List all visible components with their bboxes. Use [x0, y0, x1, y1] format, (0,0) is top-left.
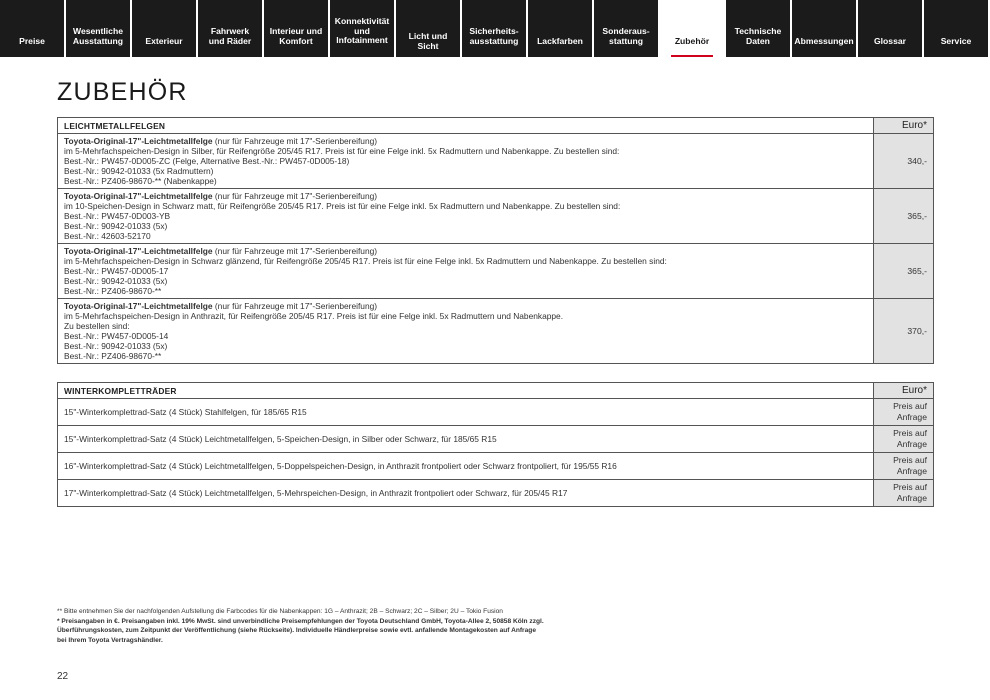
section-title: LEICHTMETALLFELGEN [58, 118, 874, 134]
item-price [874, 426, 934, 453]
item-name: Toyota-Original-17"-Leichtmetallfelge [64, 136, 213, 146]
tab-label: Zubehör [674, 35, 710, 46]
item-description [58, 244, 874, 299]
leichtmetallfelgen-table [57, 117, 934, 364]
footnote-nabenkappen: ** Bitte entnehmen Sie der nachfolgenden Aufstellung die Farbcodes für die Nabenkappen: 1G – Anthrazit; 2B – Schwarz; 2C – Silber; 2U – Tokio Fusion [57, 608, 503, 615]
item-line: Best.-Nr.: 90942-01033 (5x) [64, 341, 168, 351]
tab-preise[interactable] [0, 0, 64, 57]
tab-label: Licht und Sicht [408, 31, 448, 51]
table-row [58, 244, 934, 299]
currency-header: Euro* [874, 118, 934, 134]
tab-fahrwerk-und-raeder[interactable] [198, 0, 262, 57]
item-line: Best.-Nr.: PW457-0D005-ZC (Felge, Alternative Best.-Nr.: PW457-0D005-18) [64, 156, 350, 166]
item-description: 15"-Winterkomplettrad-Satz (4 Stück) Stahlfelgen, für 185/65 R15 [58, 399, 874, 426]
item-line: Best.-Nr.: PW457-0D005-14 [64, 331, 169, 341]
tab-label: Wesentliche Ausstattung [72, 26, 124, 46]
price-line: Preis auf [893, 401, 927, 411]
tab-sonderausstattung[interactable] [594, 0, 658, 57]
price-line: Preis auf [893, 455, 927, 465]
price-line: Preis auf [893, 482, 927, 492]
tab-label: Preise [19, 35, 45, 46]
table-header-row [58, 118, 934, 134]
tab-label: Lackfarben [537, 35, 583, 46]
item-qualifier: (nur für Fahrzeuge mit 17"-Serienbereifung) [212, 246, 378, 256]
tab-label: Glossar [873, 35, 906, 46]
tab-lackfarben[interactable] [528, 0, 592, 57]
footnote-preisangaben: * Preisangaben in €. Preisangaben inkl. 19% MwSt. sind unverbindliche Preisempfehlungen der Toyota Deutschland GmbH, Toyota-Allee 2, 50858 Köln zzgl. [57, 617, 544, 625]
tab-glossar[interactable] [858, 0, 922, 57]
item-price [874, 480, 934, 507]
item-description [58, 189, 874, 244]
tab-exterieur[interactable] [132, 0, 196, 57]
tab-sicherheitsausstattung[interactable] [462, 0, 526, 57]
item-price [874, 399, 934, 426]
tab-technische-daten[interactable] [726, 0, 790, 57]
tab-abmessungen[interactable] [792, 0, 856, 57]
tab-konnektivitaet-und-infotainment[interactable] [330, 0, 394, 57]
item-line: Zu bestellen sind: [64, 321, 130, 331]
table-row [58, 480, 934, 507]
page-number: 22 [57, 671, 69, 682]
tab-label: Sonderaus- stattung [602, 26, 650, 46]
item-qualifier: (nur für Fahrzeuge mit 17"-Serienbereifung) [212, 136, 378, 146]
tab-label: Abmessungen [794, 35, 854, 46]
tab-label: Konnektivität und Infotainment [334, 16, 390, 46]
item-description [58, 299, 874, 364]
item-line: Best.-Nr.: PW457-0D005-17 [64, 266, 169, 276]
footnote-preisangaben-end: bei Ihrem Toyota Vertragshändler. [57, 636, 163, 644]
footnotes [57, 607, 544, 645]
currency-header: Euro* [874, 383, 934, 399]
item-line: Best.-Nr.: PZ406-98670-** [64, 286, 162, 296]
item-qualifier: (nur für Fahrzeuge mit 17"-Serienbereifung) [212, 301, 378, 311]
item-description: 15"-Winterkomplettrad-Satz (4 Stück) Leichtmetallfelgen, 5-Speichen-Design, in Silber oder Schwarz, für 185/65 R15 [58, 426, 874, 453]
item-description: 16"-Winterkomplettrad-Satz (4 Stück) Leichtmetallfelgen, 5-Doppelspeichen-Design, in Anthrazit frontpoliert oder Schwarz frontpoliert, für 195/55 R16 [58, 453, 874, 480]
tab-zubehoer[interactable] [660, 0, 724, 57]
table-row [58, 399, 934, 426]
table-header-row [58, 383, 934, 399]
page-title: ZUBEHÖR [57, 78, 188, 106]
price-line: Anfrage [896, 493, 927, 503]
top-navigation [0, 0, 990, 57]
table-row [58, 189, 934, 244]
price-line: Anfrage [896, 439, 927, 449]
winterkomplettraeder-table [57, 382, 934, 507]
item-description: 17"-Winterkomplettrad-Satz (4 Stück) Leichtmetallfelgen, 5-Mehrspeichen-Design, in Anthrazit frontpoliert oder Schwarz, für 205/45 R17 [58, 480, 874, 507]
tab-label: Service [940, 35, 972, 46]
item-price [874, 453, 934, 480]
tab-label: Fahrwerk und Räder [208, 26, 252, 46]
item-line: Best.-Nr.: 42603-52170 [64, 231, 151, 241]
item-name: Toyota-Original-17"-Leichtmetallfelge [64, 191, 213, 201]
tab-label: Sicherheits- ausstattung [469, 26, 519, 46]
item-description [58, 134, 874, 189]
tab-label: Exterieur [145, 35, 183, 46]
item-line: Best.-Nr.: PW457-0D003-YB [64, 211, 171, 221]
table-row [58, 134, 934, 189]
item-line: im 10-Speichen-Design in Schwarz matt, für Reifengröße 205/45 R17. Preis ist für eine Felge inkl. 5x Radmuttern und Nabenkappe. Zu bestellen sind: [64, 201, 621, 211]
item-qualifier: (nur für Fahrzeuge mit 17"-Serienbereifung) [212, 191, 378, 201]
item-price: 370,- [874, 299, 934, 364]
item-line: Best.-Nr.: 90942-01033 (5x Radmuttern) [64, 166, 214, 176]
tab-label: Technische Daten [734, 26, 782, 46]
item-line: im 5-Mehrfachspeichen-Design in Silber, für Reifengröße 205/45 R17. Preis ist für eine Felge inkl. 5x Radmuttern und Nabenkappe. Zu bestellen sind: [64, 146, 620, 156]
item-price: 340,- [874, 134, 934, 189]
section-title: WINTERKOMPLETTRÄDER [58, 383, 874, 399]
item-price: 365,- [874, 189, 934, 244]
item-price: 365,- [874, 244, 934, 299]
table-row [58, 299, 934, 364]
item-line: Best.-Nr.: 90942-01033 (5x) [64, 276, 168, 286]
item-line: im 5-Mehrfachspeichen-Design in Anthrazit, für Reifengröße 205/45 R17. Preis ist für eine Felge inkl. 5x Radmuttern und Nabenkappe. [64, 311, 564, 321]
footnote-preisangaben-cont: Überführungskosten, zum Zeitpunkt der Veröffentlichung (siehe Rückseite). Individuelle Händlerpreise sowie evtl. anfallende Montagekosten auf Anfrage [57, 627, 536, 635]
price-line: Preis auf [893, 428, 927, 438]
price-line: Anfrage [896, 466, 927, 476]
item-line: im 5-Mehrfachspeichen-Design in Schwarz glänzend, für Reifengröße 205/45 R17. Preis ist für eine Felge inkl. 5x Radmuttern und Nabenkappe. Zu bestellen sind: [64, 256, 667, 266]
tab-wesentliche-ausstattung[interactable] [66, 0, 130, 57]
tab-interieur-und-komfort[interactable] [264, 0, 328, 57]
tab-service[interactable] [924, 0, 988, 57]
price-line: Anfrage [896, 412, 927, 422]
tab-licht-und-sicht[interactable] [396, 0, 460, 57]
item-line: Best.-Nr.: 90942-01033 (5x) [64, 221, 168, 231]
item-name: Toyota-Original-17"-Leichtmetallfelge [64, 301, 213, 311]
tab-label: Interieur und Komfort [269, 26, 323, 46]
item-line: Best.-Nr.: PZ406-98670-** [64, 351, 162, 361]
item-name: Toyota-Original-17"-Leichtmetallfelge [64, 246, 213, 256]
table-row [58, 426, 934, 453]
table-row [58, 453, 934, 480]
item-line: Best.-Nr.: PZ406-98670-** (Nabenkappe) [64, 176, 217, 186]
